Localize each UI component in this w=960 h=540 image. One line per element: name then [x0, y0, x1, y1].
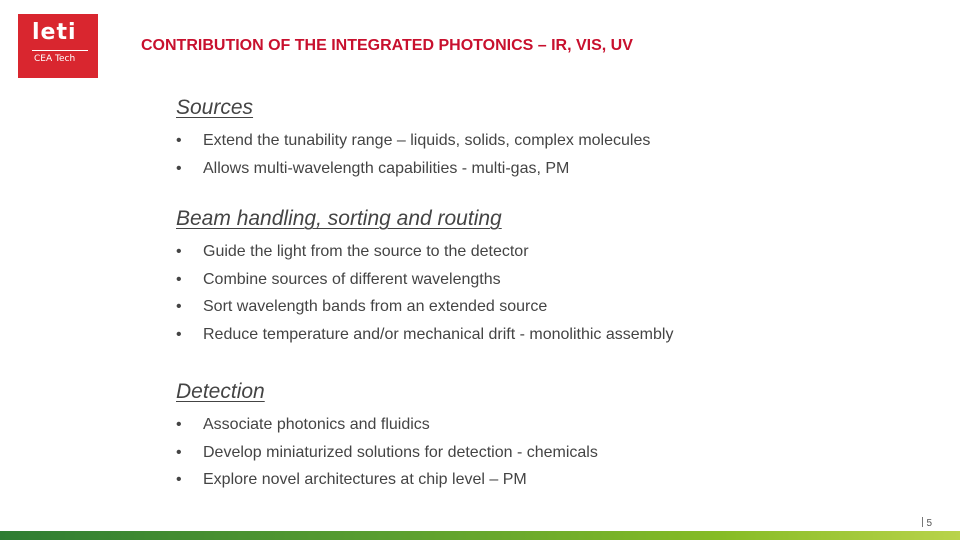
leti-logo — [18, 14, 98, 78]
page-separator — [922, 517, 923, 527]
list-item — [176, 155, 650, 183]
sources-list — [176, 127, 650, 182]
list-item-text: Extend the tunability range – liquids, solids, complex molecules — [203, 132, 651, 149]
list-item-text: Explore novel architectures at chip level – PM — [203, 471, 527, 488]
bullet-icon: • — [176, 443, 182, 461]
list-item — [176, 127, 650, 155]
bullet-icon: • — [176, 243, 182, 260]
logo-wordmark: leti — [32, 20, 77, 45]
bullet-icon: • — [176, 159, 182, 177]
page-number — [922, 517, 932, 529]
list-item-text: Sort wavelength bands from an extended source — [203, 298, 548, 315]
list-item-text: Develop miniaturized solutions for detection - chemicals — [203, 443, 598, 461]
list-item-text: Combine sources of different wavelengths — [203, 270, 501, 288]
list-item — [176, 293, 673, 321]
slide-title: CONTRIBUTION OF THE INTEGRATED PHOTONICS – IR, VIS, UV — [141, 37, 633, 54]
bullet-icon: • — [176, 416, 182, 433]
list-item-text: Associate photonics and fluidics — [203, 416, 430, 433]
bullet-icon: • — [176, 325, 182, 343]
list-item — [176, 266, 673, 294]
footer-gradient-bar — [0, 531, 960, 540]
section-title-detection: Detection — [176, 380, 265, 403]
bullet-icon: • — [176, 298, 182, 315]
section-title-beam-handling: Beam handling, sorting and routing — [176, 207, 502, 230]
list-item — [176, 238, 673, 266]
list-item-text: Allows multi-wavelength capabilities - multi-gas, PM — [203, 159, 570, 177]
list-item — [176, 466, 598, 494]
beam-handling-list — [176, 238, 673, 348]
logo-subtitle: CEA Tech — [34, 54, 76, 64]
bullet-icon: • — [176, 471, 182, 488]
page-number-text: 5 — [926, 518, 932, 529]
list-item-text: Guide the light from the source to the detector — [203, 243, 529, 260]
detection-list — [176, 411, 598, 494]
list-item-text: Reduce temperature and/or mechanical drift - monolithic assembly — [203, 325, 674, 343]
list-item — [176, 439, 598, 467]
logo-divider — [32, 50, 88, 51]
bullet-icon: • — [176, 270, 182, 288]
list-item — [176, 321, 673, 349]
list-item — [176, 411, 598, 439]
bullet-icon: • — [176, 132, 182, 149]
section-title-sources: Sources — [176, 96, 254, 119]
